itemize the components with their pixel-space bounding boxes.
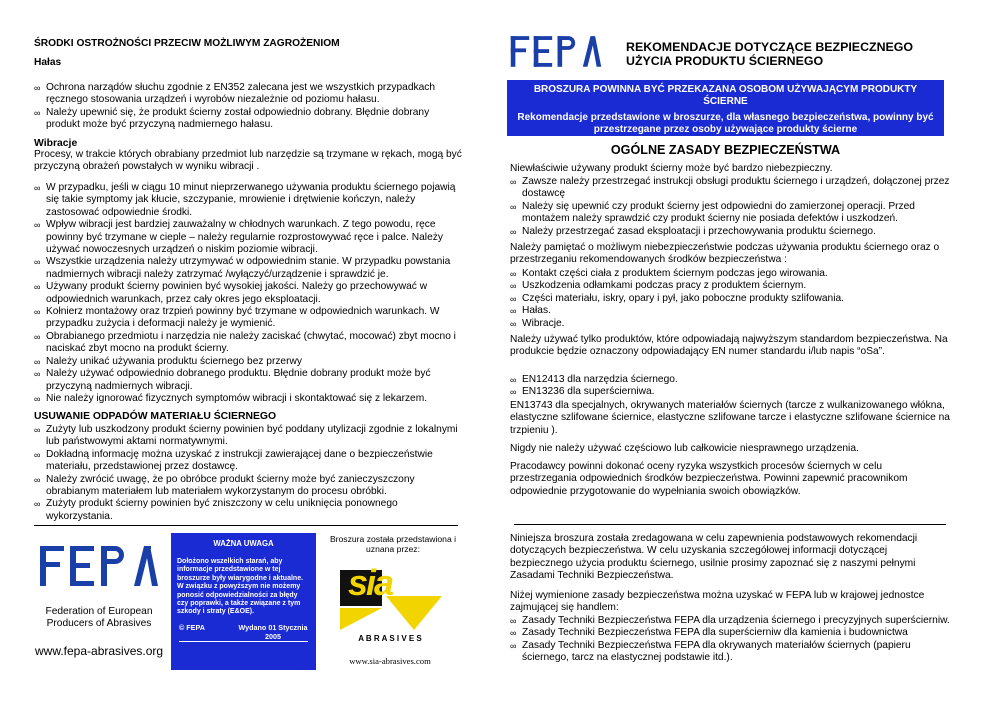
standards-list — [510, 374, 950, 399]
vibration-list — [34, 182, 466, 405]
danger-list — [510, 268, 950, 330]
list-item: ∞ Dokładną informację można uzyskać z instrukcji zawierającej dane o bezpieczeństwie materiału, przedstawionej przez dostawcę. — [34, 449, 466, 474]
list-item: ∞ Nie należy ignorować fizycznych symptomów wibracji i skontaktować się z lekarzem. — [34, 393, 466, 405]
list-item: ∞ Należy się upewnić czy produkt ścierny jest odpowiedni do zamierzonej operacji. Przed montażem należy sprawdzić czy produkt ścierny nie posiada defektów i uszkodzeń. — [510, 201, 950, 226]
list-item: ∞ Hałas. — [510, 305, 950, 317]
never-use-note: Nigdy nie należy używać częściowo lub całkowicie niesprawnego urządzenia. — [510, 443, 859, 454]
footer-list — [510, 615, 950, 665]
vibration-title: Wibracje — [34, 138, 78, 149]
fepa-logo — [40, 538, 158, 598]
sia-abrasives: A B R A S I V E S — [358, 634, 422, 643]
sia-url[interactable]: www.sia-abrasives.com — [349, 656, 431, 666]
list-item: ∞ Obrabianego przedmiotu i narzędzia nie należy zaciskać (chwytać, mocować) zbyt mocno i naciskać zbyt mocno na produkt ścierny. — [34, 331, 466, 356]
list-item: ∞ Części materiału, iskry, opary i pył, jako poboczne produkty szlifowania. — [510, 293, 950, 305]
standards-extra: EN13743 dla specjalnych, okrywanych materiałów ściernych (tarcze z wulkanizowanego włókna, elastyczne szlifowane ściernice, elastyczne szlifowane tarcze i elastyczne szlifowane ściernice na trzpieniu ). — [510, 400, 950, 436]
banner-line2: Rekomendacje przedstawione w broszurze, dla własnego bezpieczeństwa, powinny być przestrzegane przez osoby używające produkty ścierne — [517, 112, 934, 135]
list-item: ∞ Wpływ wibracji jest bardziej zauważalny w chłodnych warunkach. Z tego powodu, ręce powinny być trzymane w cieple – należy regularnie rozprostowywać ręce i palce. Należy używać nowoczesnych urządzeń o niskim poziomie wibracji. — [34, 219, 466, 256]
divider — [34, 525, 458, 526]
list-item: ∞ Zawsze należy przestrzegać instrukcji obsługi produktu ściernego i urządzeń, dołączonej przez dostawcę — [510, 176, 950, 201]
list-item: ∞ Kontakt części ciała z produktem ściernym podczas jego wirowania. — [510, 268, 950, 280]
list-item: ∞ Należy upewnić się, że produkt ścierny został odpowiednio dobrany. Błędnie dobrany produkt może być przyczyną nadmiernego hałasu. — [34, 107, 464, 132]
presented-by: Broszura została przedstawiona i uznana przez: — [329, 534, 457, 555]
notice-title: WAŻNA UWAGA — [213, 539, 274, 548]
footer-lead: Niżej wymienione zasady bezpieczeństwa można uzyskać w FEPA lub w krajowej jednostce zajmującej się handlem: — [510, 590, 925, 614]
noise-list — [34, 82, 464, 132]
fepa-url[interactable]: www.fepa-abrasives.org — [35, 644, 164, 658]
list-item: ∞ Zasady Techniki Bezpieczeństwa FEPA dla urządzenia ściernego i precyzyjnych superściernіw. — [510, 615, 950, 627]
fepa-org-name: Federation of European Producers of Abrasives — [45, 606, 153, 630]
sia-logo-text: sia — [348, 562, 393, 603]
general-intro: Niewłaściwie używany produkt ścierny może być bardzo niebezpieczny. — [510, 163, 833, 174]
list-item: ∞ Zasady Techniki Bezpieczeństwa FEPA dla superściernіw dla kamienia i budownictwa — [510, 627, 950, 639]
list-item: ∞ Należy przestrzegać zasad eksploatacji i przechowywania produktu ściernego. — [510, 226, 950, 238]
list-item: ∞ Zużyty lub uszkodzony produkt ścierny powinien być poddany utylizacji zgodnie z lokalnymi lub państwowymi aktami normatywnymi. — [34, 424, 466, 449]
noise-title: Hałas — [34, 57, 62, 68]
list-item: ∞ Kołnierz montażowy oraz trzpień powinny być trzymane w odpowiednich warunkach. W przypadku zużycia i deformacji należy je wymienić. — [34, 306, 466, 331]
list-item: ∞ Wszystkie urządzenia należy utrzymywać w odpowiednim stanie. W przypadku powstania nadmiernych wibracji należy zatrzymać /wyłączyć/urządzenie i sprawdzić je. — [34, 256, 466, 281]
list-item: ∞ Zasady Techniki Bezpieczeństwa FEPA dla okrywanych materiałów ściernych (papieru ściernego, tarcz na elastycznej podstawie itd.). — [510, 640, 950, 665]
employer-note: Pracodawcy powinni dokonać oceny ryzyka wszystkich procesów ściernych w celu przestrzegania odpowiednich środków bezpieczeństwa. Powinni zapewnić pracownikom odpowiednie przygotowanie do wypełniania swoich obowiązków. — [510, 461, 908, 497]
general-list — [510, 176, 950, 238]
list-item: ∞ EN12413 dla narzędzia ściernego. — [510, 374, 950, 386]
list-item: ∞ W przypadku, jeśli w ciągu 10 minut nieprzerwanego używania produktu ściernego pojawią się takie symptomy jak kłucie, szczypanie, mrowienie i drętwienie kończyn, należy zastosować odpowiednie środki. — [34, 182, 466, 219]
vibration-intro: Procesy, w trakcie których obrabiany przedmiot lub narzędzie są trzymane w rękach, mogą być przyczyną obrażeń powstałych w wyniku wibracji . — [34, 149, 462, 173]
sia-logo — [334, 562, 446, 640]
list-item: ∞ Wibracje. — [510, 318, 950, 330]
important-notice — [171, 533, 316, 670]
divider — [514, 524, 946, 525]
list-item: ∞ Ochrona narządów słuchu zgodnie z EN352 zalecana jest we wszystkich przypadkach ręcznego stosowania urządzeń i wyrobów niezależnie od poziomu hałasu. — [34, 82, 464, 107]
footer-intro: Niniejsza broszura została zredagowana w celu zapewnienia podstawowych rekomendacji dotyczących bezpieczeństwa. W celu uzyskania szczegółowej informacji dotyczącej bezpiecznego użycia produktu ściernego, usilnie prosimy zapoznać się z naszymi pełnymi Zasadami Techniki Bezpieczeństwa. — [510, 533, 918, 582]
list-item: ∞ Należy używać odpowiednio dobranego produktu. Błędnie dobrany produkt może być przyczyną nadmiernych wibracji. — [34, 368, 466, 393]
list-item: ∞ Używany produkt ścierny powinien być wysokiej jakości. Należy go przechowywać w odpowiednich warunkach, przez cały okres jego eksploatacji. — [34, 281, 466, 306]
list-item: ∞ EN13236 dla superściernіwa. — [510, 386, 950, 398]
waste-list — [34, 424, 466, 523]
banner — [507, 80, 944, 136]
waste-title: USUWANIE ODPADÓW MATERIAŁU ŚCIERNEGO — [34, 411, 277, 422]
page-title: ŚRODKI OSTROŻNOŚCI PRZECIW MOŻLIWYM ZAGROŻENIOM — [34, 38, 340, 49]
list-item: ∞ Należy zwrócić uwagę, że po obróbce produkt ścierny może być zanieczyszczony obrabianym materiałem lub materiałem wykorzystanym do procesu obróbki. — [34, 474, 466, 499]
list-item: ∞ Zużyty produkt ścierny powinien być zniszczony w celu uniknięcia ponownego wykorzystania. — [34, 498, 466, 523]
header-title: REKOMENDACJE DOTYCZĄCE BEZPIECZNEGO UŻYCIA PRODUKTU ŚCIERNEGO — [626, 40, 914, 68]
fepa-logo-icon — [510, 30, 602, 76]
general-title: OGÓLNE ZASADY BEZPIECZEŃSTWA — [610, 143, 841, 157]
notice-text: Dołożono wszelkich starań, aby informacje przedstawione w tej broszurze były wiarygodne i aktualne. W związku z powyższym nie możemy ponosić odpowiedzialności za błędy czy poprawki, a także związane z tym szkody i straty (E&OE). — [177, 558, 304, 616]
standards-intro: Należy używać tylko produktów, które odpowiadają najwyższym standardom bezpieczeństwa. Na produkcie będzie oznaczony odpowiadający EN numer standardu i/lub napis “oSa”. — [510, 334, 948, 358]
danger-intro: Należy pamiętać o możliwym niebezpieczeństwie podczas używania produktu ściernego oraz o przestrzeganiu rekomendowanych środków bezpieczeństwa : — [510, 242, 940, 266]
fepa-logo-icon — [40, 538, 158, 598]
notice-footer: © FEPA Wydano 01 Stycznia 2005 — [179, 622, 308, 641]
list-item: ∞ Uszkodzenia odłamkami podczas pracy z produktem ściernym. — [510, 280, 950, 292]
banner-line1: BROSZURA POWINNA BYĆ PRZEKAZANA OSOBOM UŻYWAJĄCYM PRODUKTY ŚCIERNE — [533, 84, 918, 107]
fepa-header-logo — [510, 30, 602, 76]
list-item: ∞ Należy unikać używania produktu ściernego bez przerwy — [34, 356, 466, 368]
